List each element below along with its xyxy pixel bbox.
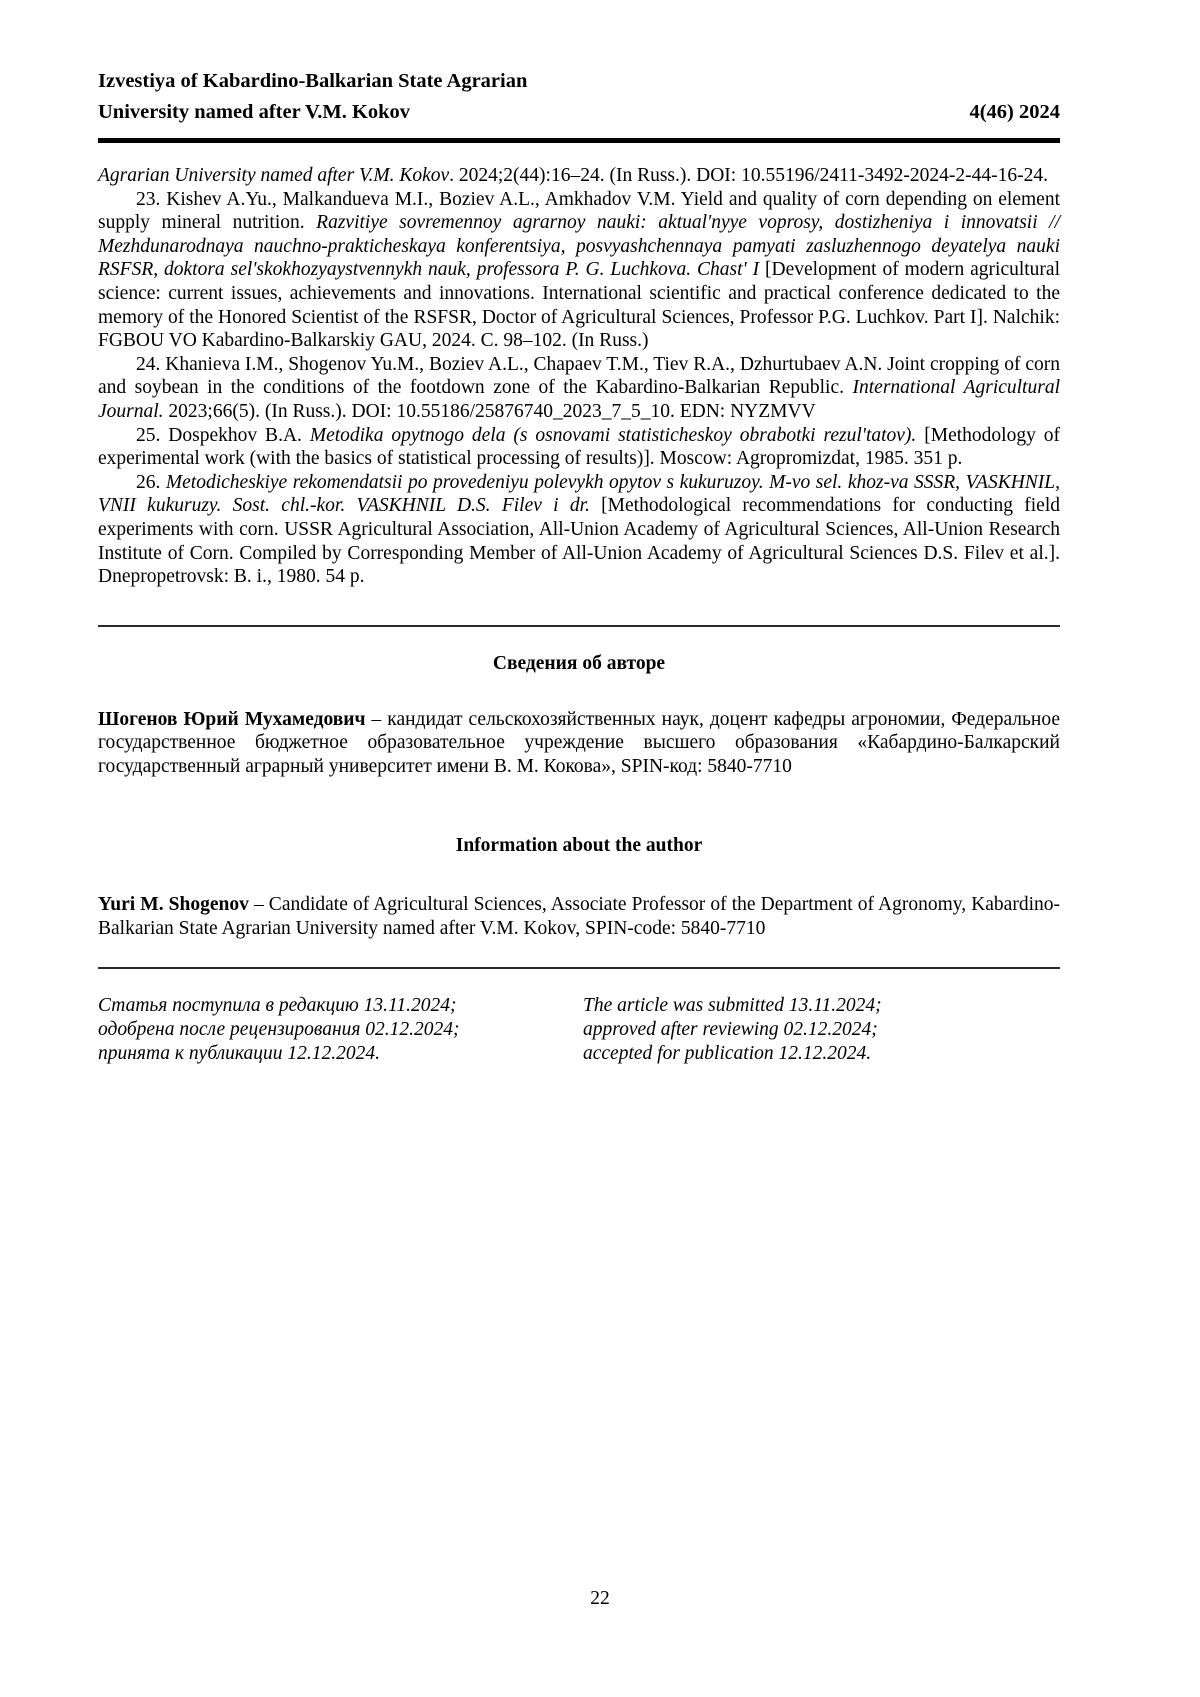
submission-dates-en <box>583 994 1060 1066</box>
references-section <box>98 164 1060 589</box>
header-rule <box>98 138 1060 143</box>
date-approved-ru: одобрена после рецензирования 02.12.2024; <box>98 1018 460 1040</box>
date-submitted-ru: Статья поступила в редакцию 13.11.2024; <box>98 994 457 1016</box>
page-number: 22 <box>590 1588 610 1609</box>
reference-item-26: 26. Metodicheskiye rekomendatsii po provedeniyu polevykh opytov s kukuruzoy. M-vo sel. khoz-va SSSR, VASKHNIL, VNII kukuruzy. Sost. chl.-kor. VASKHNIL D.S. Filev i dr. [Methodological recommendations for conducting field experiments with corn. USSR Agricultural Association, All-Union Academy of Agricultural Sciences, All-Union Research Institute of Corn. Compiled by Corresponding Member of All-Union Academy of Agricultural Sciences D.S. Filev et al.]. Dnepropetrovsk: B. i., 1980. 54 p. <box>98 471 1060 588</box>
reference-item-23: 23. Kishev A.Yu., Malkandueva M.I., Boziev A.L., Amkhadov V.M. Yield and quality of corn depending on element supply mineral nutrition. Razvitiye sovremennoy agrarnoy nauki: aktual'nyye voprosy, dostizheniya i innovatsii // Mezhdunarodnaya nauchno-prakticheskaya konferentsiya, posvyashchennaya pamyati zasluzhennogo deyatelya nauki RSFSR, doktora sel'skokhozyaystvennykh nauk, professora P. G. Luchkova. Chast' I [Development of modern agricultural science: current issues, achievements and innovations. International scientific and practical conference dedicated to the memory of the Honored Scientist of the RSFSR, Doctor of Agricultural Sciences, Professor P.G. Luchkov. Part I]. Nalchik: FGBOU VO Kabardino-Balkarskiy GAU, 2024. C. 98–102. (In Russ.) <box>98 188 1061 352</box>
issue-number: 4(46) 2024 <box>969 101 1060 123</box>
reference-continuation-paragraph: Agrarian University named after V.M. Kokov. 2024;2(44):16–24. (In Russ.). DOI: 10.55196/2411-3492-2024-2-44-16-24. <box>98 165 1048 186</box>
author-info-en-heading: Information about the author <box>455 835 703 857</box>
dates-divider <box>98 967 1060 969</box>
reference-item-25: 25. Dospekhov B.A. Metodika opytnogo dela (s osnovami statisticheskoy obrabotki rezul'tatov). [Methodology of experimental work (with the basics of statistical processing of results)]. Moscow: Agropromizdat, 1985. 351 p. <box>98 424 1060 470</box>
submission-dates-ru <box>98 994 583 1066</box>
section-divider <box>98 625 1060 627</box>
journal-title-line1: Izvestiya of Kabardino-Balkarian State Agrarian <box>98 70 528 92</box>
date-accepted-ru: принята к публикации 12.12.2024. <box>98 1042 381 1064</box>
submission-dates <box>98 994 1060 1066</box>
author-info-ru: Шогенов Юрий Мухамедович – кандидат сельскохозяйственных наук, доцент кафедры агрономии, Федеральное государственное бюджетное образовательное учреждение высшего образования «Кабардино-Балкарский государственный аграрный университет имени В. М. Кокова», SPIN-код: 5840-7710 <box>98 708 1060 778</box>
journal-header <box>98 0 1060 128</box>
page <box>98 0 1060 1066</box>
date-approved-en: approved after reviewing 02.12.2024; <box>583 1018 878 1040</box>
journal-title-line2: University named after V.M. Kokov <box>98 101 411 123</box>
reference-item-24: 24. Khanieva I.M., Shogenov Yu.M., Boziev A.L., Chapaev T.M., Tiev R.A., Dzhurtubaev A.N. Joint cropping of corn and soybean in the conditions of the footdown zone of the Kabardino-Balkarian Republic. International Agricultural Journal. 2023;66(5). (In Russ.). DOI: 10.55186/25876740_2023_7_5_10. EDN: NYZMVV <box>98 353 1060 422</box>
author-info-ru-heading: Сведения об авторе <box>492 652 666 674</box>
author-info-en: Yuri M. Shogenov – Candidate of Agricultural Sciences, Associate Professor of the Department of Agronomy, Kabardino-Balkarian State Agrarian University named after V.M. Kokov, SPIN-code: 5840-7710 <box>98 894 1060 939</box>
date-accepted-en: accepted for publication 12.12.2024. <box>583 1042 872 1064</box>
date-submitted-en: The article was submitted 13.11.2024; <box>583 994 882 1016</box>
